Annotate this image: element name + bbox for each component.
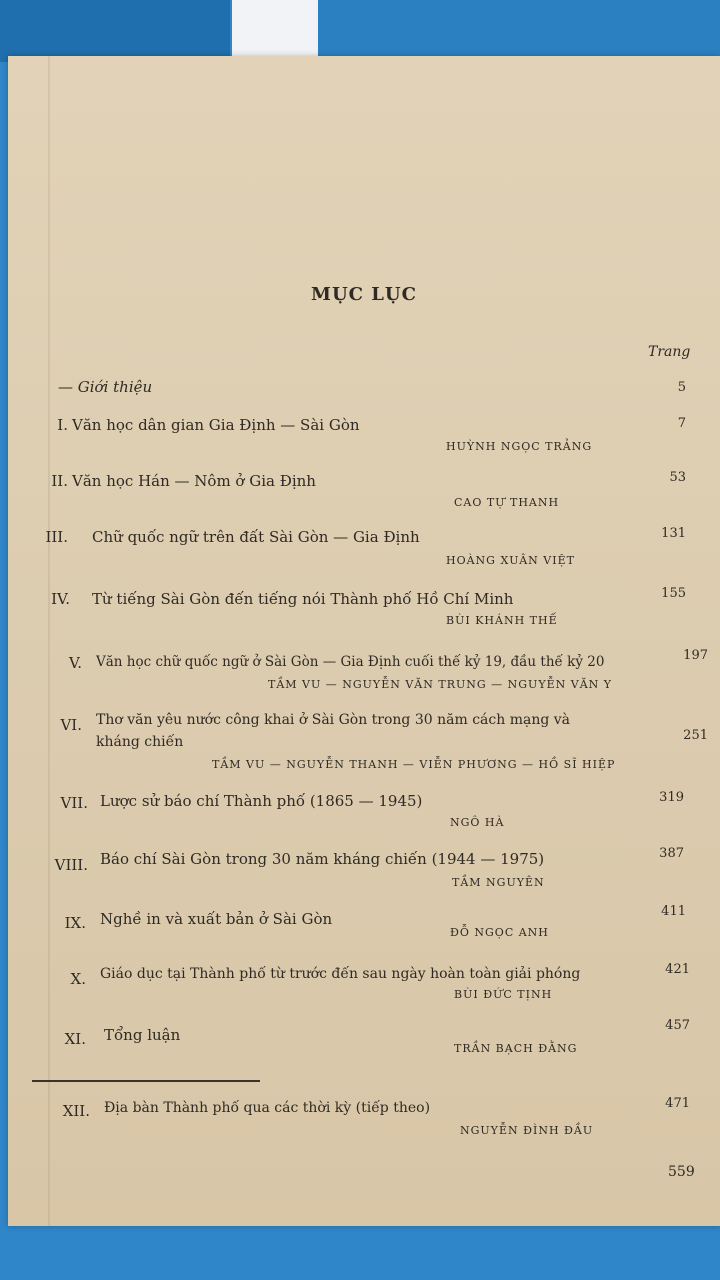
book-page	[8, 56, 720, 1226]
background-blue-top-left	[0, 0, 230, 62]
entry-title: Văn học chữ quốc ngữ ở Sài Gòn — Gia Định cuối thế kỷ 19, đầu thế kỷ 20	[96, 654, 605, 670]
intro-page: 5	[677, 380, 686, 395]
entry-page: 457	[665, 1018, 690, 1033]
entry-title: Tổng luận	[104, 1026, 181, 1044]
entry-page: 421	[665, 962, 690, 977]
entry-author: TẦM VU — NGUYỄN VĂN TRUNG — NGUYỄN VĂN Y	[268, 678, 613, 691]
entry-number: V.	[69, 654, 82, 672]
entry-page: 155	[661, 586, 686, 601]
entry-number: IV.	[51, 590, 70, 608]
entry-page: 387	[659, 846, 684, 861]
book-page-number: 559	[668, 1164, 695, 1180]
entry-author: CAO TỰ THANH	[454, 496, 560, 509]
toc-title: MỤC LỤC	[311, 284, 417, 305]
entry-page: 251	[683, 728, 708, 743]
entry-title: Lược sử báo chí Thành phố (1865 — 1945)	[100, 792, 423, 810]
background-blue-top-right	[318, 0, 720, 62]
entry-number: III.	[45, 528, 68, 546]
entry-page: 471	[665, 1096, 690, 1111]
entry-number: I.	[57, 416, 68, 434]
page-crease	[48, 56, 50, 1226]
entry-author: HUỲNH NGỌC TRẢNG	[446, 440, 593, 453]
entry-number: XII.	[62, 1102, 90, 1120]
entry-number: IX.	[64, 914, 86, 932]
entry-author: NGÔ HÀ	[450, 816, 505, 829]
entry-title: Địa bàn Thành phố qua các thời kỳ (tiếp theo)	[104, 1100, 431, 1116]
entry-author: TẦM NGUYÊN	[452, 876, 545, 889]
entry-page: 411	[661, 904, 686, 919]
entry-author: TẦM VU — NGUYỄN THANH — VIỄN PHƯƠNG — HỒ SĨ HIỆP	[212, 758, 616, 771]
entry-title: Từ tiếng Sài Gòn đến tiếng nói Thành phố Hồ Chí Minh	[92, 590, 514, 608]
page-column-label: Trang	[648, 344, 691, 360]
background-white-strip	[232, 0, 318, 62]
entry-number: XI.	[64, 1030, 86, 1048]
entry-author: NGUYỄN ĐÌNH ĐẦU	[460, 1124, 594, 1137]
entry-title: Giáo dục tại Thành phố từ trước đến sau ngày hoàn toàn giải phóng	[100, 966, 581, 982]
entry-title: Báo chí Sài Gòn trong 30 năm kháng chiến (1944 — 1975)	[100, 850, 545, 868]
entry-number: II.	[51, 472, 68, 490]
entry-number: X.	[70, 970, 86, 988]
entry-page: 197	[683, 648, 708, 663]
entry-number: VIII.	[54, 856, 88, 874]
entry-page: 53	[669, 470, 686, 485]
entry-author: TRẦN BẠCH ĐẰNG	[454, 1042, 578, 1055]
entry-title: Thơ văn yêu nước công khai ở Sài Gòn trong 30 năm cách mạng và	[96, 712, 570, 728]
entry-page: 319	[659, 790, 684, 805]
entry-number: VI.	[60, 716, 82, 734]
entry-title: Văn học dân gian Gia Định — Sài Gòn	[72, 416, 360, 434]
entry-title: Nghề in và xuất bản ở Sài Gòn	[100, 910, 333, 928]
entry-title-continued: kháng chiến	[96, 734, 184, 750]
entry-author: BÙI KHÁNH THẾ	[446, 614, 558, 627]
entry-author: ĐỖ NGỌC ANH	[450, 926, 549, 939]
entry-author: BÙI ĐỨC TỊNH	[454, 988, 553, 1001]
entry-author: HOÀNG XUÂN VIỆT	[446, 554, 575, 567]
entry-title: Chữ quốc ngữ trên đất Sài Gòn — Gia Định	[92, 528, 420, 546]
divider-line	[32, 1080, 260, 1082]
entry-page: 7	[677, 416, 686, 431]
intro-label: — Giới thiệu	[58, 378, 153, 396]
entry-title: Văn học Hán — Nôm ở Gia Định	[72, 472, 316, 490]
entry-page: 131	[661, 526, 686, 541]
entry-number: VII.	[60, 794, 88, 812]
